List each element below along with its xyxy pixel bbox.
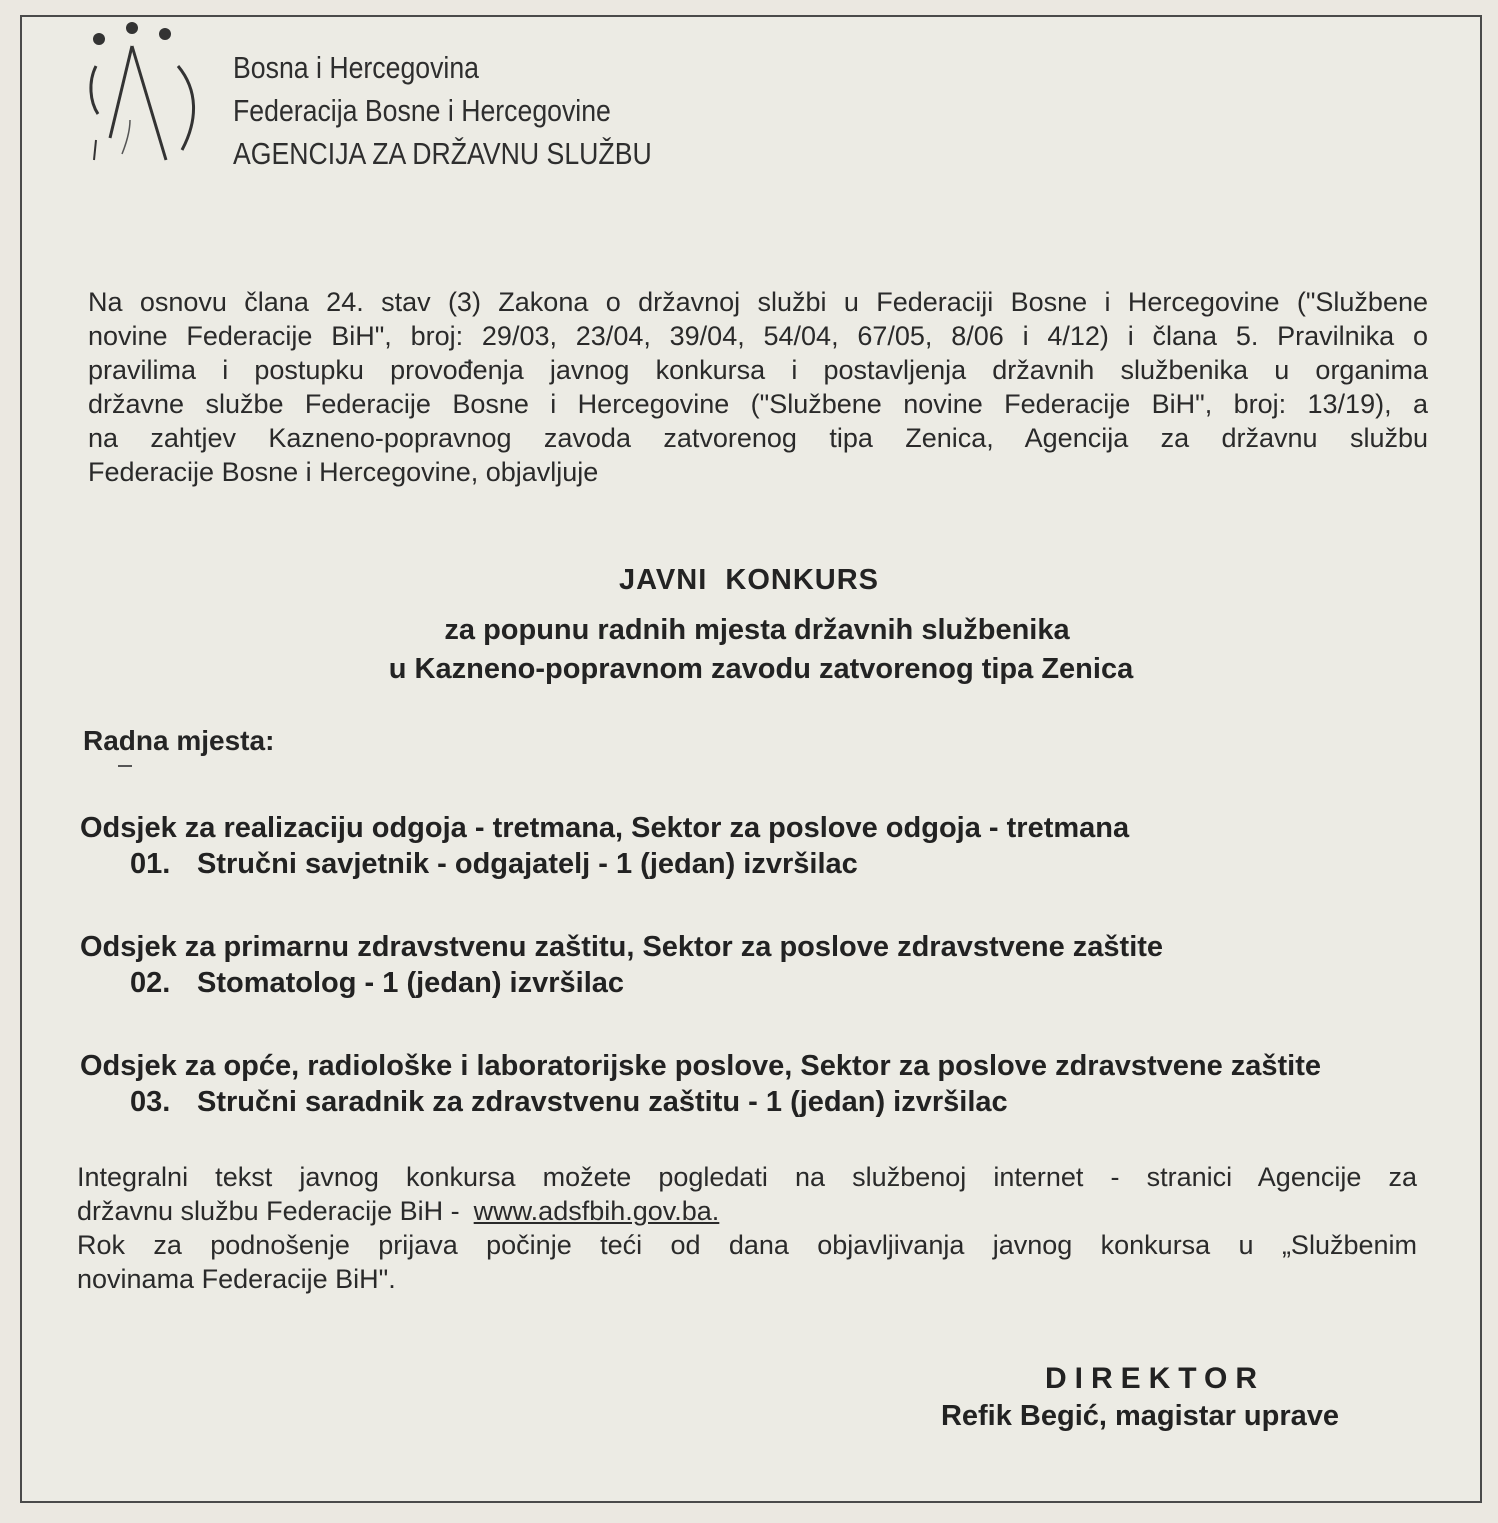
intro-line: Na osnovu člana 24. stav (3) Zakona o državnoj službi u Federaciji Bosne i Hercegovine ("Službene bbox=[88, 287, 1428, 317]
header-federation: Federacija Bosne i Hercegovine bbox=[233, 93, 611, 128]
footer-line: Rok za podnošenje prijava počinje teći od dana objavljivanja javnog konkursa u „Službenim bbox=[77, 1230, 1417, 1260]
intro-line: državne službe Federacije Bosne i Hercegovine ("Službene novine Federacije BiH", broj: 13/19), a bbox=[88, 389, 1428, 419]
agency-figures-logo bbox=[86, 20, 216, 180]
position-number: 03. bbox=[130, 1086, 171, 1118]
position-title: Stručni savjetnik - odgajatelj - 1 (jedan) izvršilac bbox=[197, 848, 858, 880]
website-link[interactable]: www.adsfbih.gov.ba. bbox=[473, 1196, 720, 1226]
intro-line: pravilima i postupku provođenja javnog konkursa i postavljenja državnih službenika u organima bbox=[88, 355, 1428, 385]
dash-mark bbox=[118, 765, 132, 767]
department-name: Odsjek za primarnu zdravstvenu zaštitu, Sektor za poslove zdravstvene zaštite bbox=[80, 931, 1164, 963]
position-item bbox=[80, 846, 1129, 882]
positions-heading: Radna mjesta: bbox=[83, 725, 275, 756]
intro-line: Federacije Bosne i Hercegovine, objavljuje bbox=[88, 457, 599, 487]
footer-line-with-link bbox=[77, 1194, 1417, 1228]
position-number: 01. bbox=[130, 848, 171, 880]
intro-paragraph bbox=[88, 285, 1428, 489]
position-section bbox=[80, 1048, 1321, 1120]
position-item bbox=[80, 965, 1163, 1001]
document-subtitle: za popunu radnih mjesta državnih službenika bbox=[444, 614, 1070, 646]
department-name: Odsjek za realizaciju odgoja - tretmana, Sektor za poslove odgoja - tretmana bbox=[80, 812, 1130, 844]
document-title: JAVNI KONKURS bbox=[619, 564, 879, 596]
footer-line: Integralni tekst javnog konkursa možete pogledati na službenoj internet - stranici Agencije za bbox=[77, 1162, 1417, 1192]
header-country: Bosna i Hercegovina bbox=[233, 50, 480, 85]
department-name: Odsjek za opće, radiološke i laboratorijske poslove, Sektor za poslove zdravstvene zaštite bbox=[80, 1050, 1322, 1082]
signature-block bbox=[920, 1362, 1360, 1433]
footer-line-prefix: državnu službu Federacije BiH - bbox=[77, 1196, 460, 1226]
position-item bbox=[80, 1084, 1321, 1120]
footer-line: novinama Federacije BiH". bbox=[77, 1264, 396, 1294]
position-title: Stomatolog - 1 (jedan) izvršilac bbox=[197, 967, 625, 999]
position-section bbox=[80, 810, 1129, 882]
header-agency: AGENCIJA ZA DRŽAVNU SLUŽBU bbox=[233, 136, 652, 171]
signatory-name: Refik Begić, magistar uprave bbox=[940, 1400, 1340, 1432]
intro-line: novine Federacije BiH", broj: 29/03, 23/04, 39/04, 54/04, 67/05, 8/06 i 4/12) i člana 5. Pravilnika o bbox=[88, 321, 1428, 351]
document-subtitle-institution: u Kazneno-popravnom zavodu zatvorenog tipa Zenica bbox=[388, 653, 1134, 685]
signatory-role: DIREKTOR bbox=[1044, 1362, 1266, 1395]
position-section bbox=[80, 929, 1163, 1001]
footer-paragraph bbox=[77, 1160, 1417, 1296]
agency-header bbox=[233, 46, 652, 175]
position-number: 02. bbox=[130, 967, 171, 999]
intro-line: na zahtjev Kazneno-popravnog zavoda zatvorenog tipa Zenica, Agencija za državnu službu bbox=[88, 423, 1428, 453]
position-title: Stručni saradnik za zdravstvenu zaštitu - 1 (jedan) izvršilac bbox=[197, 1086, 1008, 1118]
